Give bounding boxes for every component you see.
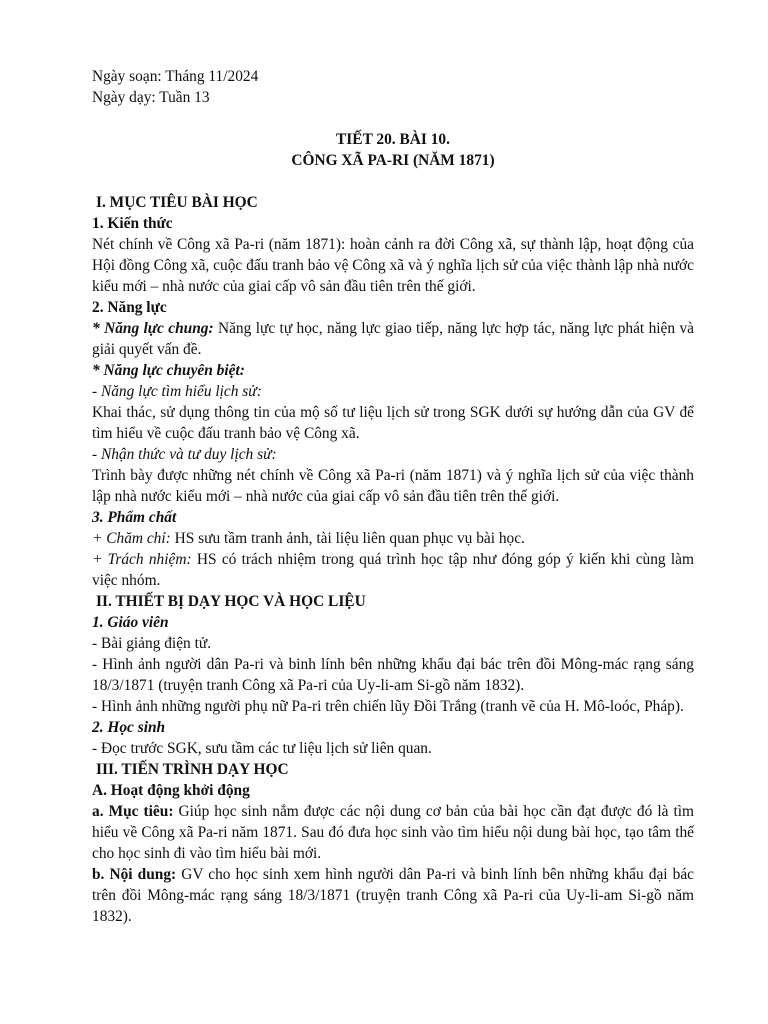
responsible-paragraph — [92, 549, 694, 591]
document-page — [92, 66, 694, 927]
knowledge-heading: 1. Kiến thức — [92, 215, 173, 232]
general-ability-paragraph — [92, 318, 694, 360]
goal-label: a. Mục tiêu: — [92, 803, 174, 820]
knowledge-text: Nét chính về Công xã Pa-ri (năm 1871): hoàn cảnh ra đời Công xã, sự thành lập, hoạt động của Hội đồng Công xã, cuộc đấu tranh bảo vệ Công xã và ý nghĩa lịch sử của việc thành lập nhà nước kiểu mới – nhà nước của giai cấp vô sản đầu tiên trên thế giới. — [92, 236, 694, 295]
diligent-label: + Chăm chỉ: — [92, 530, 171, 547]
quality-heading: 3. Phẩm chất — [92, 509, 177, 526]
student-heading: 2. Học sinh — [92, 719, 166, 736]
section-3-heading: III. TIẾN TRÌNH DẠY HỌC — [96, 761, 289, 778]
section-1-heading: I. MỤC TIÊU BÀI HỌC — [96, 194, 258, 211]
teacher-heading: 1. Giáo viên — [92, 614, 169, 631]
responsible-label: + Trách nhiệm: — [92, 551, 192, 568]
diligent-text: HS sưu tầm tranh ảnh, tài liệu liên quan phục vụ bài học. — [170, 530, 525, 547]
special-ability-label: * Năng lực chuyên biệt: — [92, 362, 245, 379]
content-label: b. Nội dung: — [92, 866, 177, 883]
student-item: - Đọc trước SGK, sưu tầm các tư liệu lịch sử liên quan. — [92, 740, 432, 757]
goal-paragraph — [92, 801, 694, 864]
cognition-text: Trình bày được những nét chính về Công xã Pa-ri (năm 1871) và ý nghĩa lịch sử của việc thành lập nhà nước kiểu mới – nhà nước của giai cấp vô sản đầu tiên trên thế giới. — [92, 467, 694, 505]
activity-a-heading: A. Hoạt động khởi động — [92, 782, 250, 799]
research-ability-text: Khai thác, sử dụng thông tin của mộ số tư liệu lịch sử trong SGK dưới sự hướng dẫn của GV để tìm hiểu về cuộc đấu tranh bảo vệ Công xã. — [92, 404, 694, 442]
teach-date: Ngày dạy: Tuần 13 — [92, 89, 210, 106]
diligent-paragraph — [92, 528, 694, 549]
teacher-item: - Hình ảnh những người phụ nữ Pa-ri trên chiến lũy Đồi Trắng (tranh vẽ của H. Mô-loóc, Pháp). — [92, 698, 684, 715]
prep-date: Ngày soạn: Tháng 11/2024 — [92, 68, 259, 85]
lesson-title: CÔNG XÃ PA-RI (NĂM 1871) — [291, 152, 495, 169]
responsible-text: HS có trách nhiệm trong quá trình học tập như đóng góp ý kiến khi cùng làm việc nhóm. — [92, 551, 694, 589]
section-2-heading: II. THIẾT BỊ DẠY HỌC VÀ HỌC LIỆU — [96, 593, 366, 610]
teacher-item: - Hình ảnh người dân Pa-ri và binh lính bên những khẩu đại bác trên đồi Mông-mác rạng sáng 18/3/1871 (truyện tranh Công xã Pa-ri của Uy-li-am Si-gồ năm 1832). — [92, 656, 694, 694]
content-paragraph — [92, 864, 694, 927]
research-ability-label: - Năng lực tìm hiểu lịch sử: — [92, 383, 262, 400]
cognition-label: - Nhận thức và tư duy lịch sử: — [92, 446, 277, 463]
content-text: GV cho học sinh xem hình người dân Pa-ri và binh lính bên những khẩu đại bác trên đồi Mông-mác rạng sáng 18/3/1871 (truyện tranh Công xã Pa-ri của Uy-li-am Si-gồ năm 1832). — [92, 866, 694, 925]
teacher-item: - Bài giảng điện tử. — [92, 635, 212, 652]
general-ability-label: * Năng lực chung: — [92, 320, 214, 337]
goal-text: Giúp học sinh nắm được các nội dung cơ bản của bài học cần đạt được đó là tìm hiểu về Công xã Pa-ri năm 1871. Sau đó đưa học sinh vào tìm hiểu nội dung bài học, tạo tâm thế cho học sinh đi vào tìm hiểu bài mới. — [92, 803, 694, 862]
general-ability-text: Năng lực tự học, năng lực giao tiếp, năng lực hợp tác, năng lực phát hiện và giải quyết vấn đề. — [92, 320, 694, 358]
lesson-number: TIẾT 20. BÀI 10. — [336, 131, 450, 148]
ability-heading: 2. Năng lực — [92, 299, 167, 316]
